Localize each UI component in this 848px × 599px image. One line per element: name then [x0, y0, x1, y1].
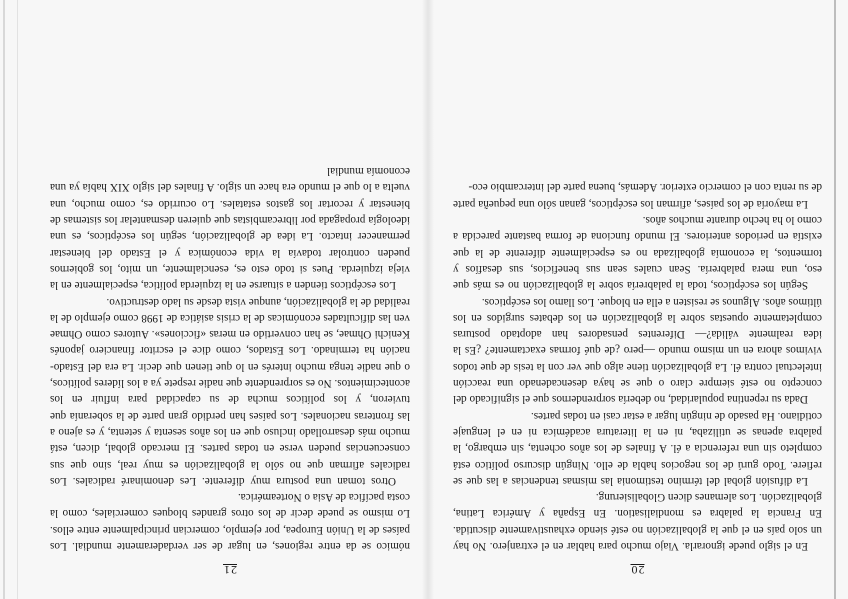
- scan-edge-right: [3, 0, 5, 599]
- paragraph: nómico se da entre regiones, en lugar de ser verdaderamente mundial. Los países de la Unión Europea, por ejemplo, comercian principalmente entre ellos. Lo mismo se puede decir de los otros grandes bloques comerciales, como la costa pacífica de Asia o Norteamérica.: [50, 491, 410, 552]
- page-body: [50, 163, 410, 554]
- page-body: [453, 179, 822, 554]
- page-21: [38, 18, 416, 577]
- paragraph: En el siglo puede ignorarla. Viajo mucho para hablar en el extranjero. No hay un solo país en el que la globalización no esté siendo exhaustivamente discutida. En Francia la palabra es mondialisation. En España y América Latina, globalización. Los alemanes dicen Globalisierung.: [453, 491, 822, 552]
- paragraph: Los escépticos tienden a situarse en la izquierda política, especialmente en la vieja izquierda. Pues si todo esto es, esencialmente, un mito, los gobiernos pueden controlar todavía la vida económica y el Estado del bienestar permanecer intacto. La idea de globalización, según los escépticos, es una ideología propagada por librecambistas que quieren desmantelar los sistemas de bienestar y recortar los gastos estatales. Lo ocurrido es, como mucho, una vuelta a lo que el mundo era hace un siglo. A finales del siglo XIX había ya una economía mundial: [50, 165, 410, 292]
- paragraph: Dada su repentina popularidad, no debería sorprendernos que el significado del concepto no esté siempre claro o que se haya desencadenado una reacción intelectual contra él. La globalización tiene algo que ver con la tesis de que todos vivimos ahora en un mismo mundo —pero ¿de qué formas exactamente? ¿Es la idea realmente válida?— Diferentes pensadores han adoptado posturas completamente opuestas sobre la globalización en los debates surgidos en los últimos años. Algunos se resisten a ella en bloque. Los llamo los escépticos.: [453, 295, 822, 406]
- page-20: [443, 18, 828, 577]
- page-number: 21: [223, 563, 237, 577]
- paragraph: La difusión global del término testimonia las mismas tendencias a las que se refiere. Todo gurú de los negocios habla de ello. Ningún discurso político está completo sin una referencia a él. A finales de los años ochenta, sin embargo, la palabra apenas se utilizaba, ni en la literatura académica ni en el lenguaje cotidiano. Ha pasado de ningún lugar a estar casi en todas partes.: [453, 409, 822, 487]
- page-number: 20: [630, 563, 645, 577]
- paragraph: La mayoría de los países, afirman los escépticos, ganan sólo una pequeña parte de su renta con el comercio exterior. Además, buena parte del intercambio eco-: [453, 181, 822, 210]
- scan-edge-left: [834, 0, 836, 599]
- paragraph: Otros toman una postura muy diferente. Les denominaré radicales. Los radicales afirman que no sólo la globalización es muy real, sino que sus consecuencias pueden verse en todas partes. El mercado global, dicen, está mucho más desarrollado incluso que en los años sesenta y setenta, y es ajeno a las fronteras nacionales. Los países han perdido gran parte de la soberanía que tuvieron, y los políticos mucha de su capacidad para influir en los acontecimientos. No es sorprendente que nadie respete ya a los líderes políticos, o que nadie tenga mucho interés en lo que tienen que decir. La era del Estado-nación ha terminado. Los Estados, como dice el escritor financiero japonés Kenichi Ohmae, se han convertido en meras «ficciones». Autores como Ohmae ven las dificultades económicas de la crisis asiática de 1998 como ejemplo de la realidad de la globalización, aunque vista desde su lado destructivo.: [50, 295, 410, 487]
- book-gutter: [422, 0, 434, 599]
- scan-edge-inner: [17, 0, 18, 599]
- paragraph: Según los escépticos, toda la palabrería sobre la globalización no es más que eso, una mera palabrería. Sean cuales sean sus beneficios, sus desafíos y tormentos, la economía globalizada no es especialmente diferente de la que existía en periodos anteriores. El mundo funciona de forma bastante parecida a como lo ha hecho durante muchos años.: [453, 214, 822, 292]
